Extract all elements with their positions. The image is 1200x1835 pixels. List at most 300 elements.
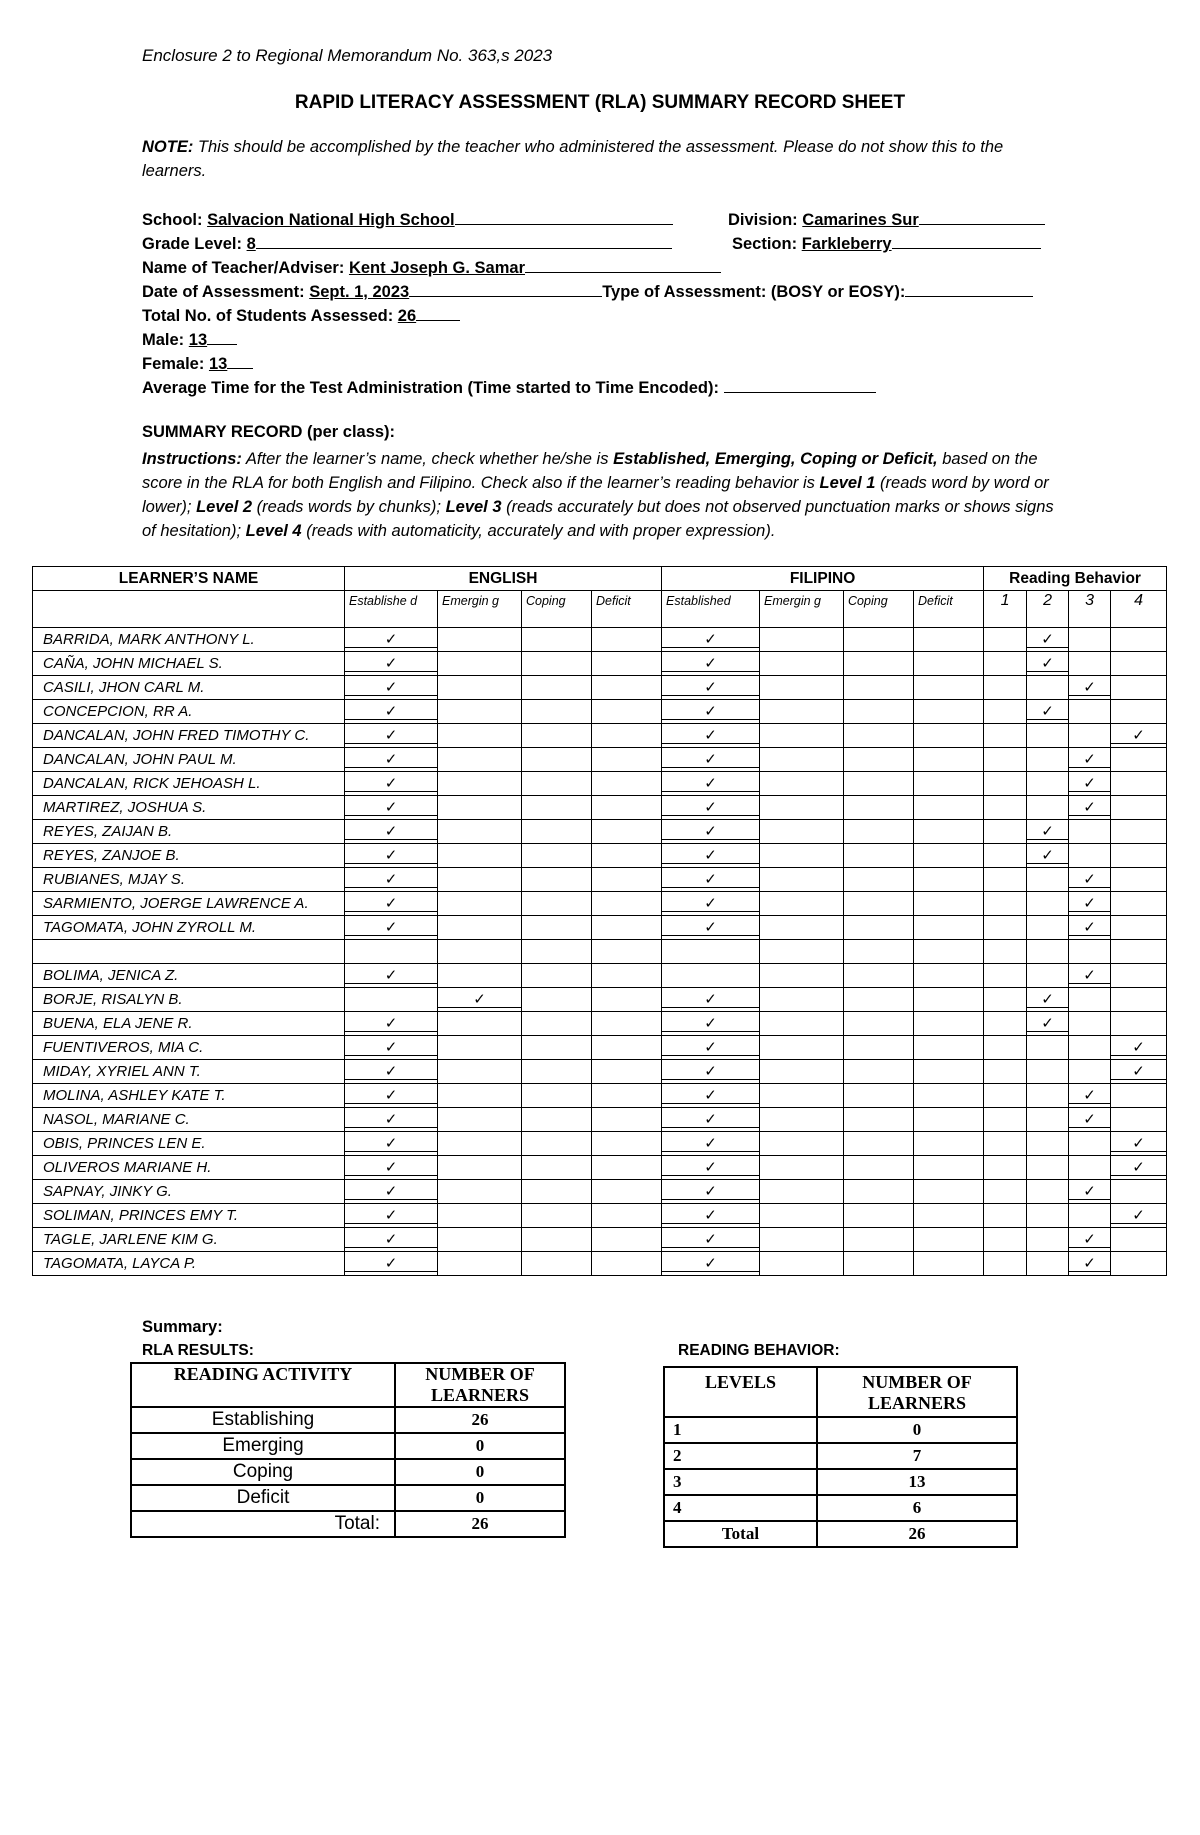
level-2-cell — [1027, 892, 1069, 916]
learner-name: DANCALAN, JOHN FRED TIMOTHY C. — [33, 724, 345, 748]
en-coping-cell — [522, 964, 592, 988]
fil-emerging-cell — [760, 1204, 844, 1228]
division-value: Camarines Sur — [802, 211, 919, 229]
fil-established-cell — [662, 1060, 760, 1084]
en-deficit-cell — [592, 772, 662, 796]
fil-coping-cell — [844, 1252, 914, 1276]
reading-behavior-table — [663, 1366, 1018, 1548]
fil-established-cell — [662, 1036, 760, 1060]
check-mark-icon: ✓ — [1027, 704, 1068, 720]
school-field — [142, 208, 673, 230]
fil-deficit-cell — [914, 892, 984, 916]
level-2-cell — [1027, 1156, 1069, 1180]
learner-name: OBIS, PRINCES LEN E. — [33, 1132, 345, 1156]
date-field — [142, 280, 1033, 302]
en-emerging-cell — [438, 892, 522, 916]
level-2-cell — [1027, 1060, 1069, 1084]
table-header-row — [33, 567, 1167, 591]
fil-established-cell — [662, 652, 760, 676]
table-row — [33, 628, 1167, 652]
grade-level-label: Grade Level: — [142, 235, 242, 253]
rb-col-levels: LEVELS — [664, 1367, 817, 1417]
check-mark-icon: ✓ — [345, 1112, 437, 1128]
en-emerging-cell — [438, 772, 522, 796]
en-coping-cell — [522, 676, 592, 700]
en-established-cell — [345, 940, 438, 964]
check-mark-icon: ✓ — [345, 1088, 437, 1104]
fil-established-cell — [662, 796, 760, 820]
check-mark-icon: ✓ — [662, 920, 759, 936]
fil-coping-cell — [844, 1084, 914, 1108]
learner-name: TAGLE, JARLENE KIM G. — [33, 1228, 345, 1252]
level-4-cell — [1111, 964, 1167, 988]
level-2-cell — [1027, 1252, 1069, 1276]
check-mark-icon: ✓ — [1111, 1040, 1166, 1056]
level-2-cell — [1027, 676, 1069, 700]
rla-total-label: Total: — [131, 1511, 395, 1537]
en-coping-cell — [522, 892, 592, 916]
check-mark-icon: ✓ — [345, 1064, 437, 1080]
en-deficit-cell — [592, 1084, 662, 1108]
level-1-cell — [984, 1156, 1027, 1180]
table-row — [33, 820, 1167, 844]
check-mark-icon: ✓ — [345, 632, 437, 648]
table-row — [33, 1012, 1167, 1036]
check-mark-icon: ✓ — [1027, 1016, 1068, 1032]
check-mark-icon: ✓ — [1069, 776, 1110, 792]
check-mark-icon: ✓ — [1027, 992, 1068, 1008]
female-value: 13 — [208, 355, 228, 373]
col-fil-established: Established — [662, 591, 760, 628]
fil-coping-cell — [844, 628, 914, 652]
level-3-cell — [1069, 1156, 1111, 1180]
fil-established-cell — [662, 748, 760, 772]
en-coping-cell — [522, 748, 592, 772]
en-deficit-cell — [592, 652, 662, 676]
check-mark-icon: ✓ — [1069, 752, 1110, 768]
check-mark-icon: ✓ — [1069, 1184, 1110, 1200]
level-1-cell — [984, 1012, 1027, 1036]
en-deficit-cell — [592, 844, 662, 868]
col-level-2: 2 — [1027, 591, 1069, 628]
en-coping-cell — [522, 820, 592, 844]
school-value: Salvacion National High School — [207, 211, 455, 229]
section-field — [732, 232, 1041, 254]
level-4-cell — [1111, 1180, 1167, 1204]
note-label: NOTE: — [142, 138, 194, 156]
fil-coping-cell — [844, 1108, 914, 1132]
en-established-cell — [345, 964, 438, 988]
fil-deficit-cell — [914, 964, 984, 988]
check-mark-icon: ✓ — [1069, 1088, 1110, 1104]
level-2-cell — [1027, 1036, 1069, 1060]
grade-level-field — [142, 232, 672, 254]
check-mark-icon: ✓ — [345, 776, 437, 792]
learner-name — [33, 940, 345, 964]
check-mark-icon: ✓ — [1069, 1112, 1110, 1128]
check-mark-icon: ✓ — [662, 1112, 759, 1128]
level-4-cell — [1111, 940, 1167, 964]
learner-name: OLIVEROS MARIANE H. — [33, 1156, 345, 1180]
check-mark-icon: ✓ — [662, 1208, 759, 1224]
instructions-text: (reads with automaticity, accurately and with proper expression). — [301, 522, 776, 540]
level-4-cell — [1111, 1228, 1167, 1252]
check-mark-icon: ✓ — [1111, 1160, 1166, 1176]
check-mark-icon: ✓ — [345, 968, 437, 984]
fil-coping-cell — [844, 748, 914, 772]
check-mark-icon: ✓ — [662, 728, 759, 744]
check-mark-icon: ✓ — [345, 824, 437, 840]
level-4-cell — [1111, 772, 1167, 796]
en-emerging-cell — [438, 700, 522, 724]
level-4-cell — [1111, 916, 1167, 940]
en-established-cell — [345, 772, 438, 796]
note — [142, 135, 1042, 183]
level-2-cell — [1027, 700, 1069, 724]
col-en-coping: Coping — [522, 591, 592, 628]
table-row — [131, 1433, 565, 1459]
check-mark-icon: ✓ — [1111, 1064, 1166, 1080]
fil-established-cell — [662, 1204, 760, 1228]
level-4-cell — [1111, 844, 1167, 868]
school-label: School: — [142, 211, 203, 229]
rb-count: 13 — [817, 1469, 1017, 1495]
fil-coping-cell — [844, 724, 914, 748]
fil-emerging-cell — [760, 1108, 844, 1132]
en-emerging-cell — [438, 1228, 522, 1252]
learner-name: SARMIENTO, JOERGE LAWRENCE A. — [33, 892, 345, 916]
table-row — [33, 676, 1167, 700]
level-4-cell — [1111, 988, 1167, 1012]
level-2-cell — [1027, 724, 1069, 748]
fil-established-cell — [662, 1012, 760, 1036]
level-3-cell — [1069, 1252, 1111, 1276]
learner-name: DANCALAN, RICK JEHOASH L. — [33, 772, 345, 796]
level-4-cell — [1111, 700, 1167, 724]
en-emerging-cell — [438, 820, 522, 844]
en-coping-cell — [522, 1156, 592, 1180]
check-mark-icon: ✓ — [1069, 896, 1110, 912]
col-blank — [33, 591, 345, 628]
en-emerging-cell — [438, 724, 522, 748]
col-filipino: FILIPINO — [662, 567, 984, 591]
fil-coping-cell — [844, 940, 914, 964]
rla-header-row — [131, 1363, 565, 1407]
en-emerging-cell — [438, 1132, 522, 1156]
level-3-cell — [1069, 1180, 1111, 1204]
en-established-cell — [345, 1108, 438, 1132]
learner-name: NASOL, MARIANE C. — [33, 1108, 345, 1132]
rla-activity: Establishing — [131, 1407, 395, 1433]
level-4-cell — [1111, 1204, 1167, 1228]
col-en-emerging: Emergin g — [438, 591, 522, 628]
female-field — [142, 352, 253, 374]
level-3-cell — [1069, 1060, 1111, 1084]
table-row — [33, 1036, 1167, 1060]
learner-name: FUENTIVEROS, MIA C. — [33, 1036, 345, 1060]
teacher-field — [142, 256, 721, 278]
section-label: Section: — [732, 235, 798, 253]
en-emerging-cell — [438, 988, 522, 1012]
instructions-text: (reads words by chunks); — [252, 498, 446, 516]
level-4-cell — [1111, 1132, 1167, 1156]
rb-count: 0 — [817, 1417, 1017, 1443]
check-mark-icon: ✓ — [1069, 968, 1110, 984]
fil-established-cell — [662, 892, 760, 916]
fil-established-cell — [662, 844, 760, 868]
en-coping-cell — [522, 1012, 592, 1036]
en-established-cell — [345, 1012, 438, 1036]
rla-count: 0 — [395, 1433, 565, 1459]
table-row — [33, 652, 1167, 676]
level-3-cell — [1069, 964, 1111, 988]
level-4-cell — [1111, 652, 1167, 676]
avg-time-field — [142, 376, 876, 398]
rb-count: 7 — [817, 1443, 1017, 1469]
en-coping-cell — [522, 916, 592, 940]
check-mark-icon: ✓ — [1027, 632, 1068, 648]
table-row — [664, 1495, 1017, 1521]
check-mark-icon: ✓ — [662, 1016, 759, 1032]
en-established-cell — [345, 1180, 438, 1204]
level-1-cell — [984, 1132, 1027, 1156]
date-value: Sept. 1, 2023 — [309, 283, 410, 301]
table-row — [664, 1443, 1017, 1469]
en-deficit-cell — [592, 892, 662, 916]
check-mark-icon: ✓ — [662, 848, 759, 864]
en-deficit-cell — [592, 868, 662, 892]
section-value: Farkleberry — [801, 235, 892, 253]
fil-deficit-cell — [914, 916, 984, 940]
learner-name: TAGOMATA, JOHN ZYROLL M. — [33, 916, 345, 940]
level-2-cell — [1027, 868, 1069, 892]
fil-emerging-cell — [760, 724, 844, 748]
total-students-value: 26 — [397, 307, 417, 325]
level-4-cell — [1111, 820, 1167, 844]
check-mark-icon: ✓ — [438, 992, 521, 1008]
level-2-cell — [1027, 1108, 1069, 1132]
fil-established-cell — [662, 1084, 760, 1108]
instructions-text: After the learner’s name, check whether he/she is — [241, 450, 614, 468]
en-emerging-cell — [438, 1156, 522, 1180]
check-mark-icon: ✓ — [662, 1256, 759, 1272]
rla-results-table — [130, 1362, 566, 1538]
en-deficit-cell — [592, 748, 662, 772]
fil-emerging-cell — [760, 1036, 844, 1060]
check-mark-icon: ✓ — [662, 776, 759, 792]
table-row — [131, 1459, 565, 1485]
level-3-cell — [1069, 796, 1111, 820]
level-4-cell — [1111, 892, 1167, 916]
level-1-cell — [984, 676, 1027, 700]
fil-deficit-cell — [914, 844, 984, 868]
fil-emerging-cell — [760, 988, 844, 1012]
rb-level: 1 — [664, 1417, 817, 1443]
level-2-cell — [1027, 916, 1069, 940]
instructions — [142, 447, 1062, 543]
en-deficit-cell — [592, 1036, 662, 1060]
check-mark-icon: ✓ — [345, 1232, 437, 1248]
fil-deficit-cell — [914, 940, 984, 964]
en-established-cell — [345, 988, 438, 1012]
col-learner-name: LEARNER’S NAME — [33, 567, 345, 591]
en-established-cell — [345, 820, 438, 844]
grade-level-value: 8 — [246, 235, 256, 253]
rla-total-row — [131, 1511, 565, 1537]
en-coping-cell — [522, 1180, 592, 1204]
en-emerging-cell — [438, 844, 522, 868]
fil-deficit-cell — [914, 748, 984, 772]
en-emerging-cell — [438, 748, 522, 772]
en-emerging-cell — [438, 652, 522, 676]
level-4-cell — [1111, 1012, 1167, 1036]
en-emerging-cell — [438, 1012, 522, 1036]
en-coping-cell — [522, 1228, 592, 1252]
fil-deficit-cell — [914, 628, 984, 652]
level-1-cell — [984, 772, 1027, 796]
fil-deficit-cell — [914, 1204, 984, 1228]
rb-header-row — [664, 1367, 1017, 1417]
fil-coping-cell — [844, 1156, 914, 1180]
rla-count: 0 — [395, 1459, 565, 1485]
check-mark-icon: ✓ — [345, 752, 437, 768]
en-deficit-cell — [592, 916, 662, 940]
en-established-cell — [345, 892, 438, 916]
check-mark-icon: ✓ — [1111, 728, 1166, 744]
fil-emerging-cell — [760, 868, 844, 892]
instructions-text: based on the score in the RLA for both English and Filipino. Check also if the learner’s reading behavior is — [142, 450, 1038, 492]
col-level-1: 1 — [984, 591, 1027, 628]
rb-total-label: Total — [664, 1521, 817, 1547]
rb-level: 3 — [664, 1469, 817, 1495]
check-mark-icon: ✓ — [662, 752, 759, 768]
level-4-cell — [1111, 1060, 1167, 1084]
en-coping-cell — [522, 868, 592, 892]
en-established-cell — [345, 700, 438, 724]
type-label: Type of Assessment: (BOSY or EOSY): — [602, 283, 906, 301]
en-established-cell — [345, 868, 438, 892]
level-3-cell — [1069, 820, 1111, 844]
level-3-cell — [1069, 1108, 1111, 1132]
learner-name: BARRIDA, MARK ANTHONY L. — [33, 628, 345, 652]
check-mark-icon: ✓ — [1027, 656, 1068, 672]
check-mark-icon: ✓ — [662, 656, 759, 672]
en-emerging-cell — [438, 868, 522, 892]
fil-coping-cell — [844, 868, 914, 892]
level-1-cell — [984, 1060, 1027, 1084]
fil-coping-cell — [844, 916, 914, 940]
fil-coping-cell — [844, 1228, 914, 1252]
check-mark-icon: ✓ — [1027, 824, 1068, 840]
en-deficit-cell — [592, 724, 662, 748]
level-3-term: Level 3 — [445, 498, 502, 516]
total-students-label: Total No. of Students Assessed: — [142, 307, 394, 325]
fil-established-cell — [662, 988, 760, 1012]
table-row — [33, 1060, 1167, 1084]
fil-emerging-cell — [760, 1132, 844, 1156]
check-mark-icon: ✓ — [1069, 680, 1110, 696]
note-text: This should be accomplished by the teacher who administered the assessment. Please do not show this to the learners. — [142, 138, 1004, 180]
fil-coping-cell — [844, 796, 914, 820]
fil-emerging-cell — [760, 628, 844, 652]
en-coping-cell — [522, 1204, 592, 1228]
fil-emerging-cell — [760, 940, 844, 964]
level-3-cell — [1069, 1228, 1111, 1252]
level-3-cell — [1069, 1036, 1111, 1060]
en-deficit-cell — [592, 1204, 662, 1228]
check-mark-icon: ✓ — [662, 872, 759, 888]
level-1-cell — [984, 796, 1027, 820]
rla-col-activity: READING ACTIVITY — [131, 1363, 395, 1407]
en-emerging-cell — [438, 628, 522, 652]
level-2-cell — [1027, 988, 1069, 1012]
fil-coping-cell — [844, 1012, 914, 1036]
table-row — [33, 892, 1167, 916]
fil-coping-cell — [844, 772, 914, 796]
level-2-cell — [1027, 820, 1069, 844]
table-row — [664, 1469, 1017, 1495]
level-4-cell — [1111, 1036, 1167, 1060]
level-1-cell — [984, 916, 1027, 940]
fil-emerging-cell — [760, 748, 844, 772]
fil-coping-cell — [844, 652, 914, 676]
avg-time-label: Average Time for the Test Administration (Time started to Time Encoded): — [142, 379, 719, 397]
fil-emerging-cell — [760, 1180, 844, 1204]
en-deficit-cell — [592, 1132, 662, 1156]
level-2-cell — [1027, 1228, 1069, 1252]
learner-name: CAÑA, JOHN MICHAEL S. — [33, 652, 345, 676]
en-deficit-cell — [592, 1228, 662, 1252]
en-established-cell — [345, 1228, 438, 1252]
col-level-4: 4 — [1111, 591, 1167, 628]
fil-deficit-cell — [914, 868, 984, 892]
fil-established-cell — [662, 1180, 760, 1204]
fil-deficit-cell — [914, 724, 984, 748]
level-2-cell — [1027, 940, 1069, 964]
en-coping-cell — [522, 796, 592, 820]
level-1-cell — [984, 820, 1027, 844]
level-2-cell — [1027, 1180, 1069, 1204]
level-4-cell — [1111, 676, 1167, 700]
table-row — [33, 724, 1167, 748]
check-mark-icon: ✓ — [345, 848, 437, 864]
en-established-cell — [345, 1156, 438, 1180]
en-deficit-cell — [592, 1156, 662, 1180]
fil-coping-cell — [844, 1204, 914, 1228]
en-emerging-cell — [438, 916, 522, 940]
learner-name: BORJE, RISALYN B. — [33, 988, 345, 1012]
teacher-label: Name of Teacher/Adviser: — [142, 259, 345, 277]
check-mark-icon: ✓ — [662, 1136, 759, 1152]
male-field — [142, 328, 237, 350]
fil-coping-cell — [844, 1132, 914, 1156]
learner-name: DANCALAN, JOHN PAUL M. — [33, 748, 345, 772]
en-deficit-cell — [592, 700, 662, 724]
check-mark-icon: ✓ — [345, 1136, 437, 1152]
check-mark-icon: ✓ — [345, 728, 437, 744]
learner-name: MIDAY, XYRIEL ANN T. — [33, 1060, 345, 1084]
en-established-cell — [345, 1084, 438, 1108]
level-2-cell — [1027, 748, 1069, 772]
en-deficit-cell — [592, 940, 662, 964]
col-fil-deficit: Deficit — [914, 591, 984, 628]
rla-col-count: NUMBER OF LEARNERS — [395, 1363, 565, 1407]
en-deficit-cell — [592, 628, 662, 652]
level-4-cell — [1111, 796, 1167, 820]
level-1-cell — [984, 1204, 1027, 1228]
en-emerging-cell — [438, 1084, 522, 1108]
en-coping-cell — [522, 652, 592, 676]
